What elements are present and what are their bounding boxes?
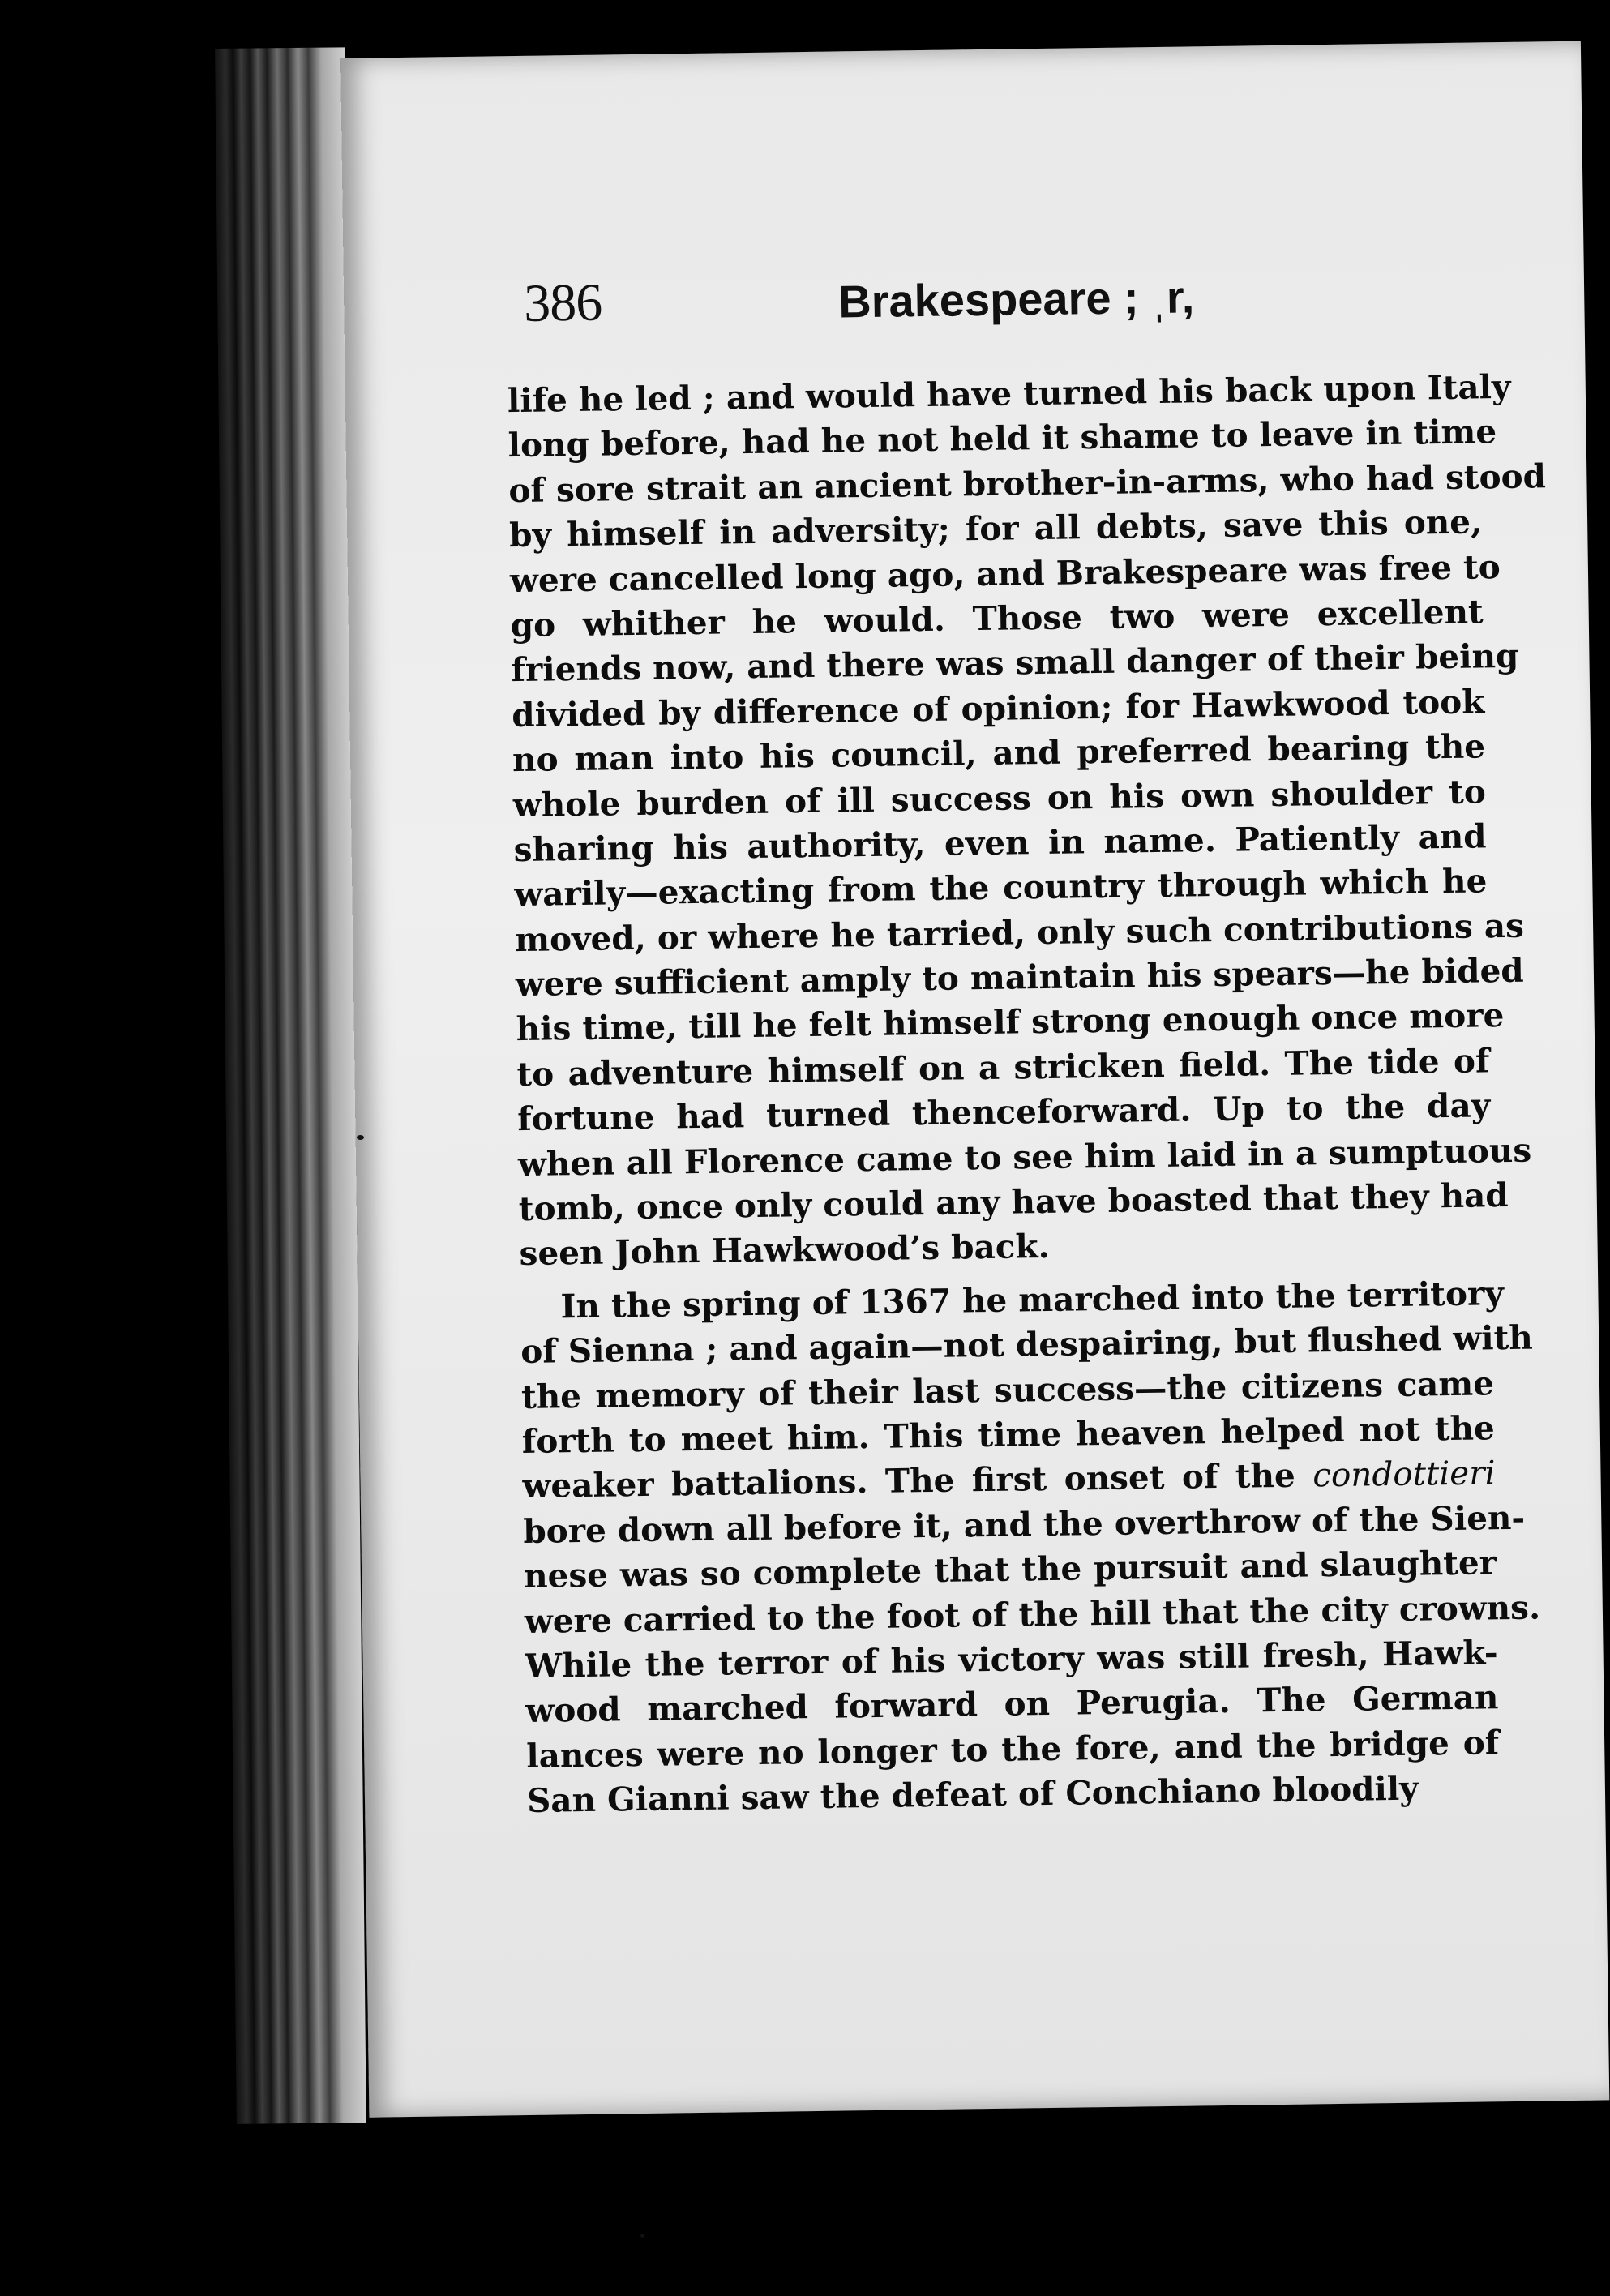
text-line: the memory of their last success—the citizens came bbox=[520, 1363, 1495, 1416]
text-line: warily—exacting from the country through which he bbox=[514, 861, 1488, 915]
running-head: Brakespeare ; ˌr, bbox=[837, 271, 1195, 328]
text-line: to adventure himself on a stricken field. The tide of bbox=[516, 1041, 1490, 1094]
text-line: wood marched forward on Perugia. The German bbox=[525, 1677, 1499, 1731]
text-line: lances were no longer to the fore, and the bridge of bbox=[525, 1722, 1500, 1776]
text-line: were sufficient amply to maintain his spears—he bided bbox=[515, 950, 1524, 1004]
text-line: long before, had he not held it shame to leave in time bbox=[507, 412, 1497, 465]
paragraph bbox=[507, 365, 1547, 1276]
paragraph bbox=[520, 1271, 1541, 1823]
text-line: tomb, once only could any have boasted that they had bbox=[518, 1176, 1509, 1229]
text-line: forth to meet him. This time heaven helped not the bbox=[521, 1408, 1496, 1462]
text-line: life he led ; and would have turned his back upon Italy bbox=[507, 366, 1511, 421]
page-header bbox=[524, 261, 1416, 362]
text-line: of Sienna ; and again—not despairing, but flushed with bbox=[520, 1317, 1534, 1372]
text-line: sharing his authority, even in name. Patiently and bbox=[513, 816, 1487, 870]
italic-word: condottieri bbox=[1312, 1453, 1496, 1495]
text-line: divided by difference of opinion; for Hawkwood took bbox=[511, 682, 1485, 735]
text-line: fortune had turned thenceforward. Up to the day bbox=[516, 1086, 1491, 1139]
text-line: by himself in adversity; for all debts, save this one, bbox=[508, 502, 1483, 555]
scan-speck bbox=[357, 1135, 364, 1140]
text-line: seen John Hawkwood’s back. bbox=[519, 1227, 1050, 1274]
text-line: While the terror of his victory was still fresh, Hawk- bbox=[525, 1633, 1498, 1686]
text-line: San Gianni saw the defeat of Conchiano bloodily bbox=[526, 1768, 1419, 1821]
book-page bbox=[340, 41, 1609, 2118]
text-line: moved, or where he tarried, only such contributions as bbox=[514, 906, 1525, 959]
text-line: bore down all before it, and the overthrow of the Sien- bbox=[523, 1497, 1526, 1551]
text-line: friends now, and there was small danger of their being bbox=[511, 636, 1519, 690]
text-line: were carried to the foot of the hill that the city crowns. bbox=[524, 1587, 1541, 1641]
text-line: whole burden of ill success on his own shoulder to bbox=[512, 771, 1487, 825]
text-line: weaker battalions. The first onset of the condottieri bbox=[522, 1453, 1496, 1506]
book-spine-edge bbox=[215, 47, 366, 2124]
body-text bbox=[507, 365, 1547, 1823]
text-line: go whither he would. Those two were excellent bbox=[510, 592, 1484, 645]
text-line: no man into his council, and preferred bearing the bbox=[512, 726, 1486, 780]
text-line: his time, till he felt himself strong enough once more bbox=[516, 996, 1505, 1049]
text-line: In the spring of 1367 he marched into the territory bbox=[560, 1273, 1505, 1326]
text-line: were cancelled long ago, and Brakespeare was free to bbox=[509, 546, 1501, 600]
text-line: when all Florence came to see him laid in a sumptuous bbox=[517, 1130, 1532, 1184]
text-line: of sore strait an ancient brother-in-arms, who had stood bbox=[508, 456, 1547, 510]
page-number: 386 bbox=[523, 272, 602, 333]
scan-speck bbox=[640, 2234, 644, 2238]
text-line: nese was so complete that the pursuit and slaughter bbox=[523, 1543, 1497, 1596]
